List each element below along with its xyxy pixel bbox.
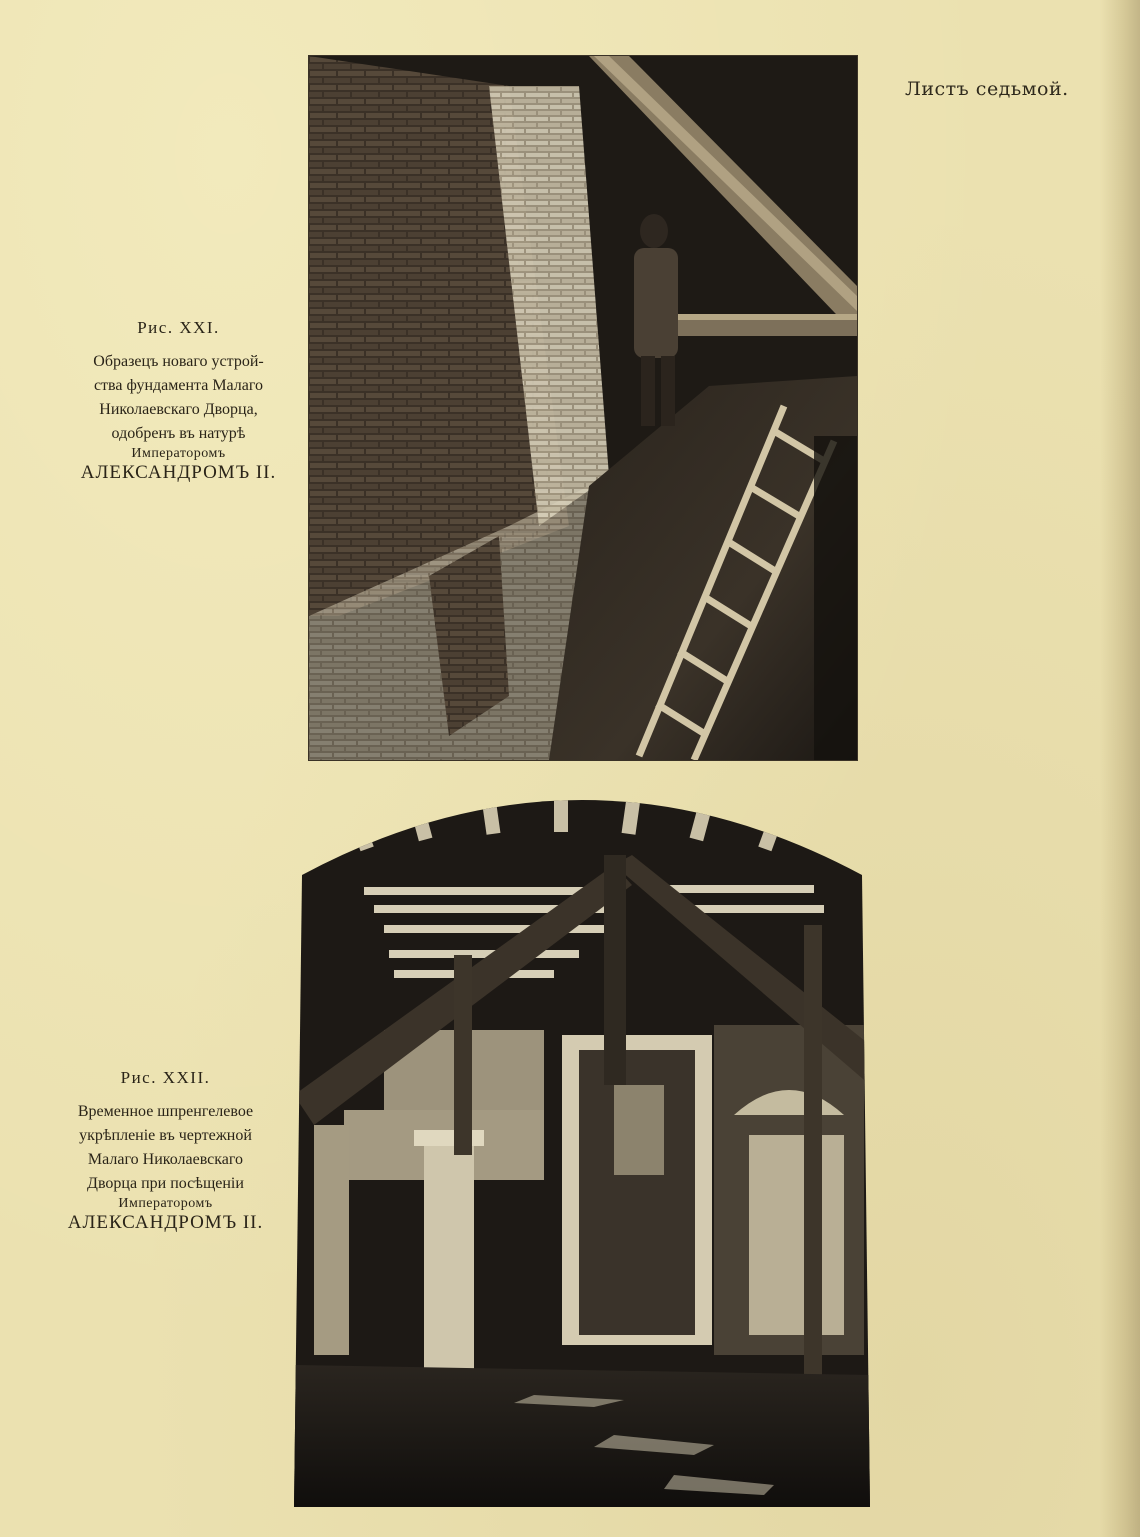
figure-label: Рис. XXI.	[137, 318, 220, 337]
caption-line: Временное шпренгелевое	[77, 1103, 254, 1120]
sheet-heading: Листъ седьмой.	[905, 78, 1069, 100]
emperor-title: Императоромъ	[131, 446, 226, 461]
caption-line: одобренъ въ натурѣ	[111, 425, 246, 442]
photo-foundation	[309, 56, 857, 760]
caption-line: Образецъ новаго устрой-	[93, 353, 264, 370]
photo-foundation-image	[309, 56, 857, 760]
figure-caption-21	[76, 318, 281, 484]
emperor-name: АЛЕКСАНДРОМЪ II.	[80, 462, 277, 483]
photo-drafting-room-image	[294, 795, 870, 1507]
caption-line: Малаго Николаевскаго	[87, 1151, 244, 1168]
page-edge-shadow	[1100, 0, 1140, 1537]
caption-text	[58, 1100, 273, 1196]
photo-drafting-room	[294, 795, 870, 1507]
emperor-title: Императоромъ	[118, 1196, 213, 1211]
caption-line: укрѣпленіе въ чертежной	[79, 1127, 252, 1144]
emperor-name: АЛЕКСАНДРОМЪ II.	[67, 1212, 264, 1233]
figure-caption-22	[58, 1068, 273, 1234]
caption-line: ства фундамента Малаго	[93, 377, 264, 394]
caption-line: Дворца при посѣщеніи	[87, 1175, 244, 1192]
figure-label: Рис. XXII.	[120, 1068, 211, 1087]
caption-line: Николаевскаго Дворца,	[99, 401, 258, 418]
caption-text	[76, 350, 281, 446]
